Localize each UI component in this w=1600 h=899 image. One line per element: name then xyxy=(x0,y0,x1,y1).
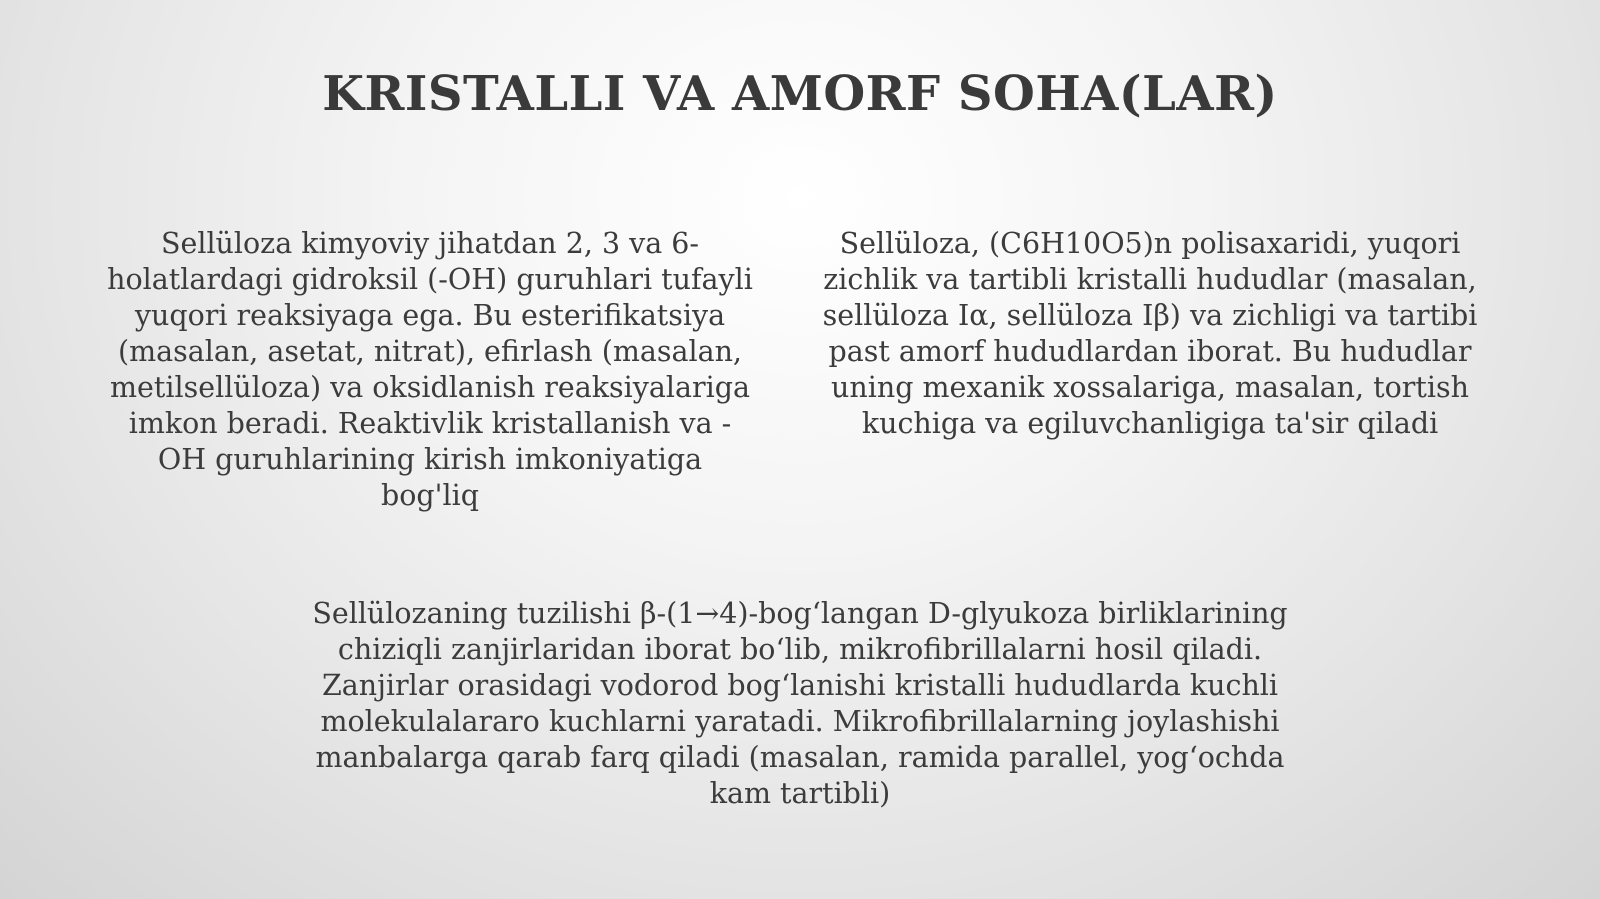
slide-title: KRISTALLI VA AMORF SOHA(LAR) xyxy=(322,66,1278,122)
bottom-text-block: Sellülozaning tuzilishi β-(1→4)-bog‘langan D-glyukoza birliklarining chiziqli zanjirlaridan iborat bo‘lib, mikrofibrillalarni hosil qiladi. Zanjirlar orasidagi vodorod bog‘lanishi kristalli hududlarda kuchli molekulalararo kuchlarni yaratadi. Mikrofibrillalarning joylashishi manbalarga qarab farq qiladi (masalan, ramida parallel, yog‘ochda kam tartibli) xyxy=(312,597,1288,810)
left-text-block: Sellüloza kimyoviy jihatdan 2, 3 va 6-holatlardagi gidroksil (-OH) guruhlari tufayli yuqori reaksiyaga ega. Bu esterifikatsiya (masalan, asetat, nitrat), efirlash (masalan, metilsellüloza) va oksidlanish reaksiyalariga imkon beradi. Reaktivlik kristallanish va -OH guruhlarining kirish imkoniyatiga bog'liq xyxy=(107,227,753,512)
right-text-block: Sellüloza, (C6H10O5)n polisaxaridi, yuqori zichlik va tartibli kristalli hududlar (masalan, sellüloza Iα, sellüloza Iβ) va zichligi va tartibi past amorf hududlardan iborat. Bu hududlar uning mexanik xossalariga, masalan, tortish kuchiga va egiluvchanligiga ta'sir qiladi xyxy=(822,227,1478,440)
